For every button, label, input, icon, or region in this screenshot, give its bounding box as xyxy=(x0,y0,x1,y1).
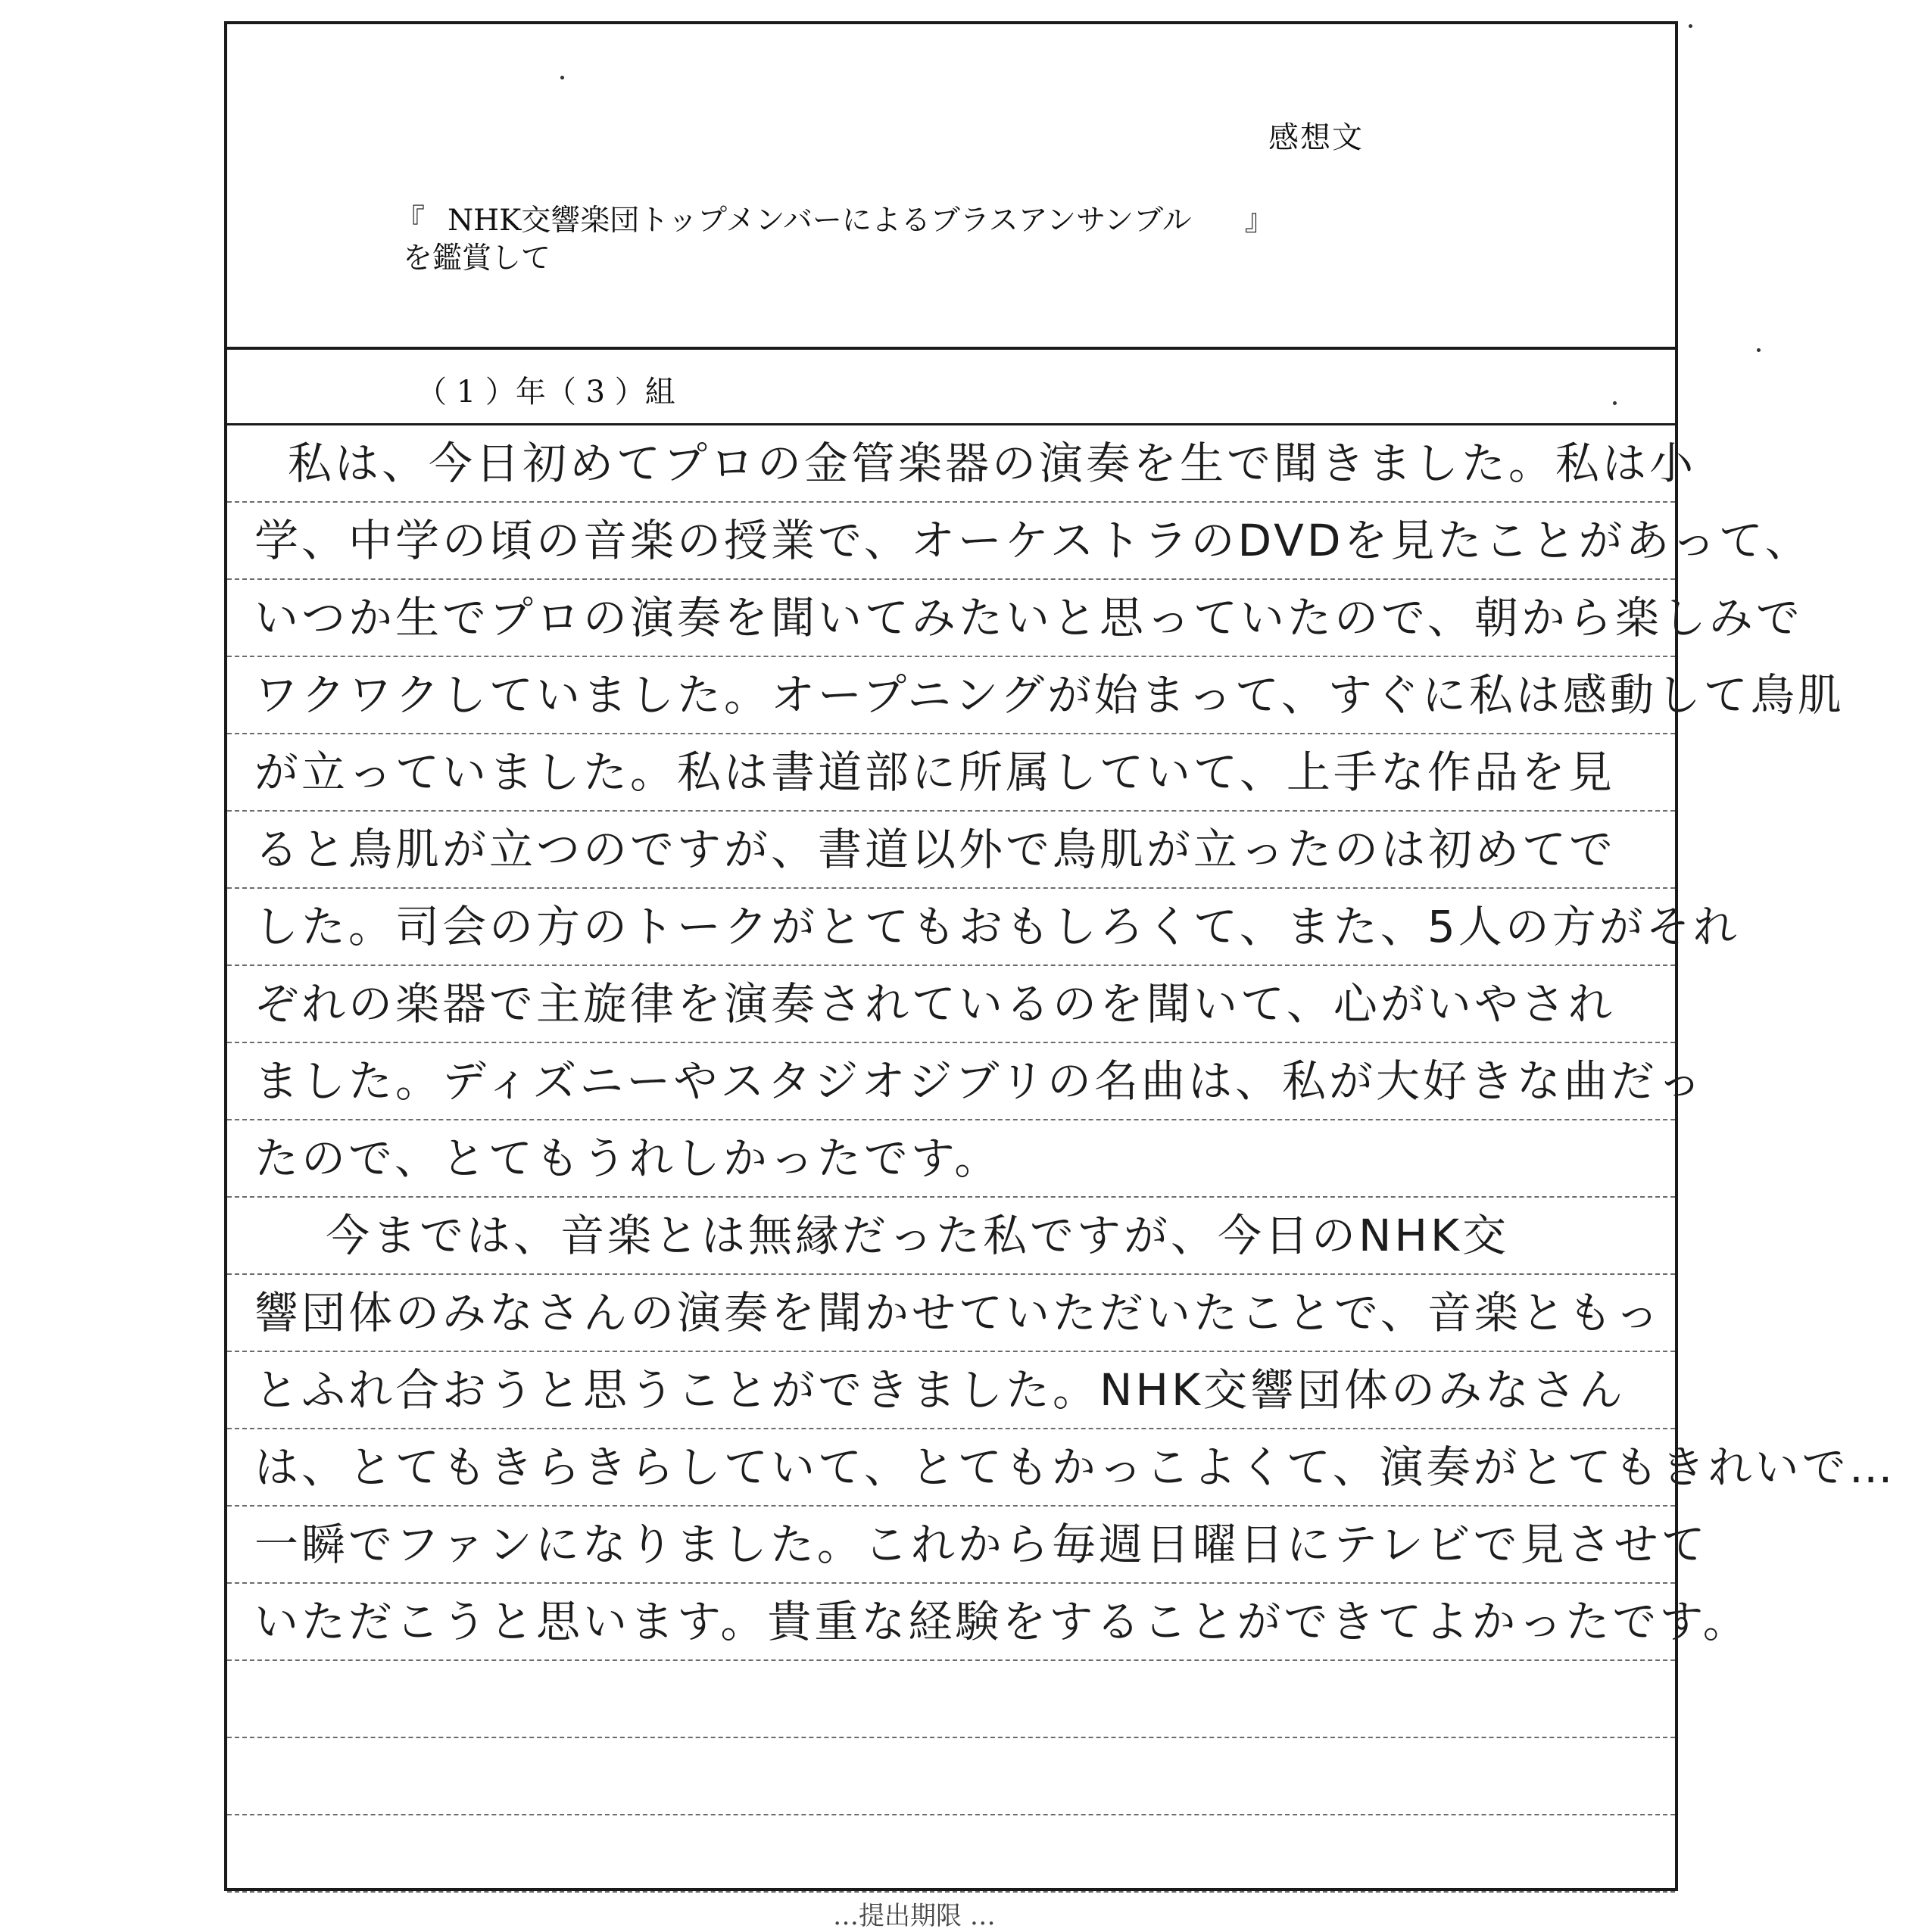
quote-close: 』 xyxy=(1244,204,1274,238)
essay-line: 一瞬でファンになりました。これから毎週日曜日にテレビで見させて xyxy=(227,1507,1675,1584)
essay-line xyxy=(227,1738,1675,1815)
essay-line: 学、中学の頃の音楽の授業で、オーケストラのDVDを見たことがあって、 xyxy=(227,503,1675,580)
subject-line-2: を鑑賞して xyxy=(403,242,551,276)
document-title: 感想文 xyxy=(1268,120,1364,155)
essay-line: ワクワクしていました。オープニングが始まって、すぐに私は感動して鳥肌 xyxy=(227,657,1675,734)
essay-sheet xyxy=(224,21,1896,1891)
essay-line: たので、とてもうれしかったです。 xyxy=(227,1120,1675,1198)
essay-line: は、とてもきらきらしていて、とてもかっこよくて、演奏がとてもきれいで… xyxy=(227,1429,1675,1507)
essay-line: ると鳥肌が立つのですが、書道以外で鳥肌が立ったのは初めてで xyxy=(227,812,1675,889)
essay-line xyxy=(227,1815,1675,1893)
scan-speck xyxy=(1689,24,1692,28)
subject-title-line xyxy=(395,197,1274,239)
header-section xyxy=(227,24,1675,350)
scan-speck xyxy=(560,76,564,79)
footer-text: …提出期限 … xyxy=(833,1901,996,1931)
essay-line: いただこうと思います。貴重な経験をすることができてよかったです。 xyxy=(227,1584,1675,1661)
scan-speck xyxy=(1613,401,1617,405)
essay-line: が立っていました。私は書道部に所属していて、上手な作品を見 xyxy=(227,734,1675,812)
class-row xyxy=(227,350,1675,425)
subject-title: NHK交響楽団トップメンバーによるブラスアンサンブル xyxy=(448,204,1192,238)
essay-lines xyxy=(227,425,1896,1893)
essay-line: いつか生でプロの演奏を聞いてみたいと思っていたので、朝から楽しみで xyxy=(227,580,1675,657)
scan-speck xyxy=(1757,348,1761,352)
essay-line: 私は、今日初めてプロの金管楽器の演奏を生で聞きました。私は小 xyxy=(227,425,1675,503)
essay-line: ぞれの楽器で主旋律を演奏されているのを聞いて、心がいやされ xyxy=(227,966,1675,1043)
essay-line: した。司会の方のトークがとてもおもしろくて、また、5人の方がそれ xyxy=(227,889,1675,966)
essay-line: ました。ディズニーやスタジオジブリの名曲は、私が大好きな曲だっ xyxy=(227,1043,1675,1120)
essay-line xyxy=(227,1661,1675,1738)
essay-line: 響団体のみなさんの演奏を聞かせていただいたことで、音楽ともっ xyxy=(227,1275,1675,1352)
quote-open: 『 xyxy=(395,204,426,238)
class-info: （ 1 ）年（ 3 ）組 xyxy=(416,375,675,410)
essay-line: 今までは、音楽とは無縁だった私ですが、今日のNHK交 xyxy=(227,1198,1675,1275)
essay-line: とふれ合おうと思うことができました。NHK交響団体のみなさん xyxy=(227,1352,1675,1429)
